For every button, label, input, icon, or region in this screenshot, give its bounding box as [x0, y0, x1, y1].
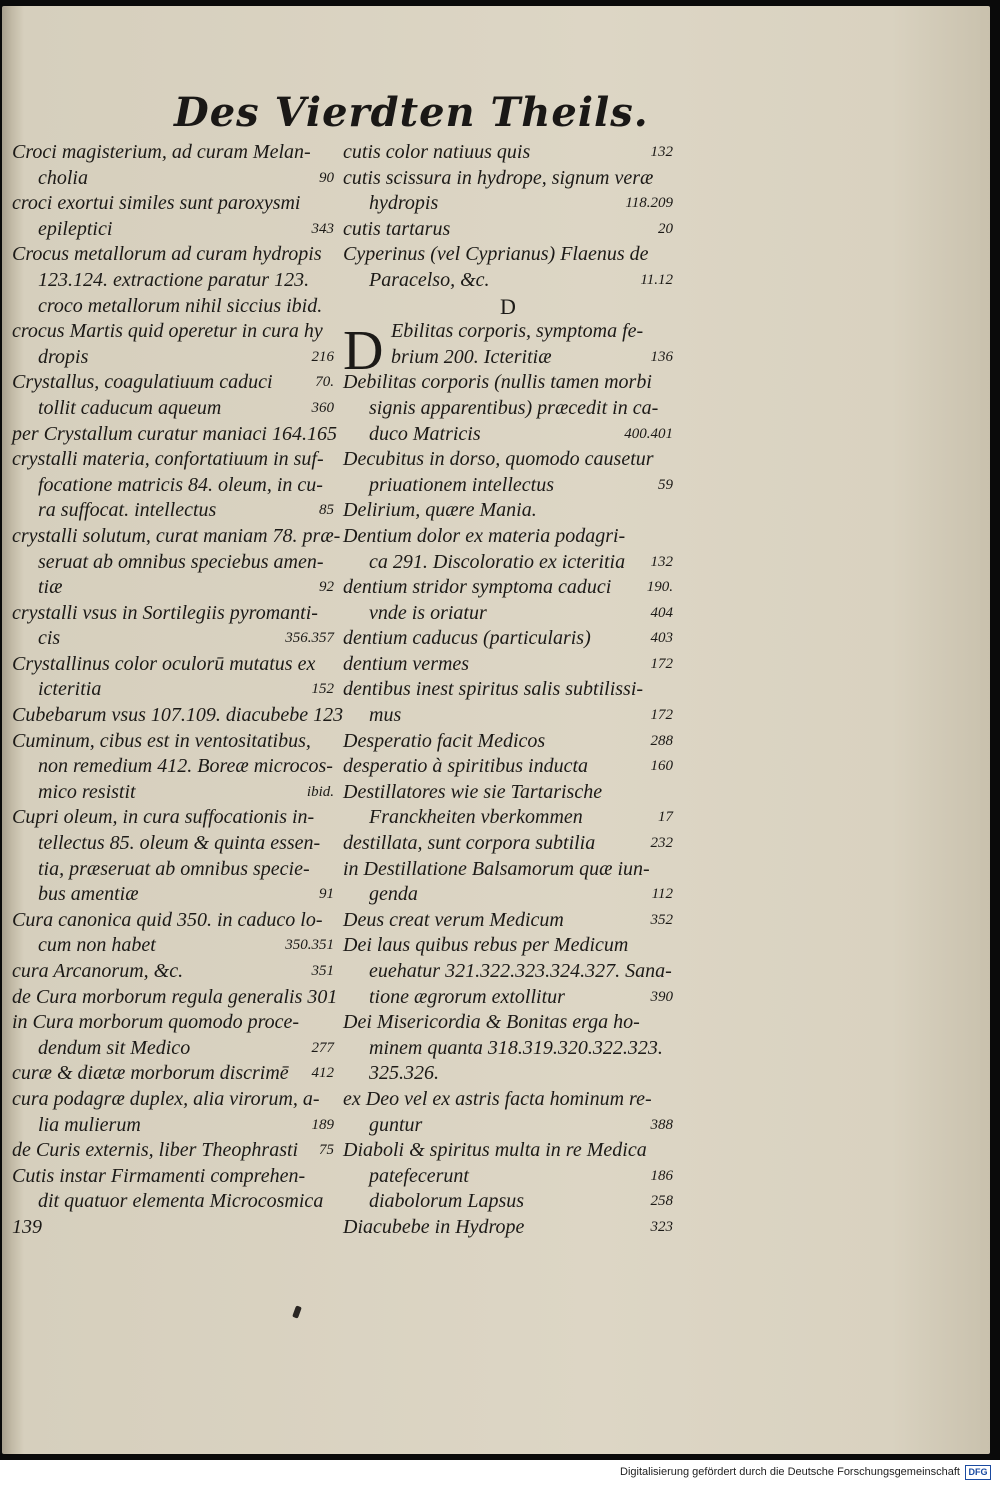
entry-text: Cupri oleum, in cura suffocationis in- — [12, 806, 315, 829]
index-entry-line — [12, 959, 334, 985]
index-entry-line — [12, 473, 334, 499]
index-entry-line — [343, 1113, 673, 1139]
page-reference: 343 — [311, 220, 334, 237]
entry-text: mus — [369, 704, 402, 727]
page-reference: 412 — [311, 1065, 334, 1082]
entry-text: cis — [38, 627, 61, 650]
index-entry-line — [12, 703, 344, 729]
entry-text: croco metallorum nihil siccius ibid. — [38, 294, 323, 317]
entry-text: Dei Misericordia & Bonitas erga ho- — [343, 1011, 640, 1034]
entry-text: de Cura morborum regula generalis 301 — [12, 985, 338, 1008]
index-entry-line — [343, 1215, 673, 1241]
entry-text: croci exortui similes sunt paroxysmi — [12, 192, 301, 215]
index-entry-line — [343, 575, 673, 601]
index-entry-line — [343, 498, 673, 524]
index-entry-line — [343, 831, 673, 857]
index-entry-line — [12, 677, 334, 703]
page-reference: 91 — [319, 886, 334, 903]
entry-text: mico resistit — [38, 780, 136, 803]
entry-text: Cutis instar Firmamenti comprehen- — [12, 1164, 306, 1187]
entry-text: ex Deo vel ex astris facta hominum re- — [343, 1087, 652, 1110]
index-entry-line — [12, 831, 334, 857]
ink-mark — [292, 1305, 302, 1318]
entry-text: vnde is oriatur — [369, 601, 487, 624]
index-entry-line — [343, 703, 673, 729]
page-reference: 160 — [650, 758, 673, 775]
page-reference: 118.209 — [625, 195, 673, 212]
entry-text: crystalli materia, confortatiuum in suf- — [12, 448, 324, 471]
entry-text: brium 200. Icteritiæ — [391, 345, 552, 368]
index-entry-line — [12, 345, 334, 371]
entry-text: Decubitus in dorso, quomodo causetur — [343, 448, 654, 471]
page-reference: 70. — [315, 374, 334, 391]
entry-text: cutis color natiuus quis — [343, 141, 531, 163]
entry-text: signis apparentibus) præcedit in ca- — [369, 396, 659, 419]
page-reference: 59 — [658, 476, 673, 493]
index-entry-line — [12, 1138, 334, 1164]
index-entry-line — [12, 985, 338, 1011]
page-reference: 351 — [311, 963, 334, 979]
entry-text: cura podagræ duplex, alia virorum, a- — [12, 1087, 320, 1110]
index-entry-line — [343, 1010, 673, 1036]
entry-text: Ebilitas corporis, symptoma fe- — [391, 320, 644, 343]
page-reference: 85 — [319, 502, 334, 519]
index-entry-line — [343, 447, 673, 473]
index-entry-line — [12, 1036, 334, 1062]
page-reference: 172 — [650, 707, 673, 724]
index-column-left — [12, 140, 344, 1241]
entry-text: dropis — [38, 345, 89, 368]
index-entry-line — [343, 780, 673, 806]
index-entry-line — [343, 677, 673, 703]
page-reference: 190. — [646, 579, 673, 596]
entry-text: guntur — [369, 1113, 423, 1136]
page-reference: 232 — [650, 835, 673, 852]
index-entry-line — [343, 959, 673, 985]
entry-text: cum non habet — [38, 934, 156, 957]
entry-text: duco Matricis — [369, 422, 481, 445]
entry-text: Croci magisterium, ad curam Melan- — [12, 141, 311, 163]
index-entry-line — [343, 550, 673, 576]
index-entry-line — [12, 857, 334, 883]
index-entry-line — [12, 882, 334, 908]
entry-text: lia mulierum — [38, 1113, 141, 1136]
entry-text: seruat ab omnibus speciebus amen- — [38, 550, 324, 573]
page-reference: 92 — [319, 579, 334, 596]
entry-text: Franckheiten vberkommen — [369, 806, 583, 829]
index-entry-line — [343, 345, 673, 371]
index-entry-line — [12, 908, 334, 934]
entry-text: dendum sit Medico — [38, 1036, 191, 1059]
index-entry-line — [343, 166, 673, 192]
index-entry-line — [343, 601, 673, 627]
entry-text: patefecerunt — [369, 1164, 469, 1187]
index-entry-line — [12, 217, 334, 243]
entry-text: minem quanta 318.319.320.322.323. — [369, 1036, 663, 1059]
page-reference: 136 — [650, 348, 673, 365]
entry-text: hydropis — [369, 192, 439, 215]
index-entry-line — [12, 1189, 334, 1215]
entry-text: de Curis externis, liber Theophrasti — [12, 1139, 299, 1162]
index-entry-line — [343, 882, 673, 908]
index-entry-line — [343, 1036, 673, 1062]
entry-text: Crystallinus color oculorū mutatus ex — [12, 652, 316, 675]
book-page — [2, 6, 990, 1454]
entry-text: dentium caducus (particularis) — [343, 627, 591, 650]
entry-text: desperatio à spiritibus inducta — [343, 755, 588, 778]
entry-text: crystalli solutum, curat maniam 78. præ- — [12, 524, 341, 547]
page-reference: 152 — [311, 681, 334, 698]
index-entry-line — [12, 1010, 334, 1036]
index-entry-line — [343, 1138, 673, 1164]
index-entry-line — [343, 1164, 673, 1190]
entry-text: euehatur 321.322.323.324.327. Sana- — [369, 960, 672, 982]
page-reference: 352 — [650, 911, 673, 928]
index-entry-line — [343, 729, 673, 755]
entry-text: Dei laus quibus rebus per Medicum — [343, 934, 629, 957]
index-entry-line — [12, 1061, 334, 1087]
entry-text: Cuminum, cibus est in ventositatibus, — [12, 729, 311, 752]
index-entry-line — [343, 140, 673, 166]
entry-text: Cubebarum vsus 107.109. diacubebe 123 — [12, 704, 344, 727]
section-letter: D — [500, 293, 516, 319]
page-reference: 400.401 — [624, 425, 673, 442]
entry-text: Diacubebe in Hydrope — [343, 1215, 525, 1238]
page-reference: 390 — [650, 988, 673, 1005]
index-entry-line — [12, 780, 334, 806]
dfg-logo: DFG — [965, 1465, 991, 1480]
drop-cap: D — [343, 320, 384, 383]
index-entry-line — [12, 1113, 334, 1139]
entry-text: priuationem intellectus — [369, 473, 554, 496]
page-reference: 17 — [658, 809, 673, 826]
page-reference: 75 — [319, 1142, 334, 1159]
index-entry-line — [343, 217, 673, 243]
entry-text: cutis tartarus — [343, 217, 451, 240]
entry-text: icteritia — [38, 678, 102, 701]
index-column-right — [343, 140, 673, 1241]
page-reference: 20 — [658, 220, 673, 237]
index-entry-line — [12, 447, 334, 473]
index-entry-line — [12, 1087, 334, 1113]
page-reference: 132 — [650, 144, 673, 160]
entry-text: Crystallus, coagulatiuum caduci — [12, 371, 273, 394]
page-reference: 11.12 — [640, 271, 673, 288]
index-entry-line — [12, 601, 334, 627]
index-entry-line — [343, 908, 673, 934]
entry-text: epileptici — [38, 217, 113, 240]
entry-text: crystalli vsus in Sortilegiis pyromanti- — [12, 601, 318, 624]
index-entry-line — [12, 268, 334, 294]
index-entry-line — [343, 1189, 673, 1215]
entry-text: Deus creat verum Medicum — [343, 908, 564, 931]
page-reference: 132 — [650, 553, 673, 570]
entry-text: tellectus 85. oleum & quinta essen- — [38, 832, 321, 855]
entry-text: dit quatuor elementa Microcosmica — [38, 1190, 324, 1213]
entry-text: Cura canonica quid 350. in caduco lo- — [12, 908, 323, 931]
index-entry-line — [343, 370, 673, 396]
entry-text: tione ægrorum extollitur — [369, 985, 565, 1008]
index-entry-line — [12, 396, 334, 422]
entry-text: Crocus metallorum ad curam hydropis — [12, 243, 322, 266]
entry-text: ca 291. Discoloratio ex icteritia — [369, 550, 626, 573]
index-entry-line — [12, 626, 334, 652]
index-entry-line — [12, 319, 334, 345]
entry-text: 123.124. extractione paratur 123. — [38, 268, 310, 291]
entry-text: 325.326. — [369, 1062, 439, 1085]
page-reference: 258 — [650, 1193, 673, 1210]
index-entry-line — [343, 1061, 673, 1087]
entry-text: Diaboli & spiritus multa in re Medica — [343, 1139, 647, 1162]
index-entry-line — [12, 191, 334, 217]
entry-text: Cyperinus (vel Cyprianus) Flaenus de — [343, 243, 649, 266]
index-entry-line — [12, 1164, 334, 1190]
index-entry-line — [12, 550, 334, 576]
entry-text: crocus Martis quid operetur in cura hy — [12, 320, 323, 343]
entry-text: cura Arcanorum, &c. — [12, 960, 184, 982]
entry-text: non remedium 412. Boreæ microcos- — [38, 755, 333, 778]
index-entry-line — [343, 524, 673, 550]
page-reference: 277 — [311, 1039, 334, 1056]
index-entry-line — [343, 754, 673, 780]
index-entry-line — [12, 422, 337, 448]
entry-text: diabolorum Lapsus — [369, 1190, 525, 1213]
index-entry-line — [343, 857, 673, 883]
entry-text: in Cura morborum quomodo proce- — [12, 1011, 300, 1034]
index-entry-line — [343, 191, 673, 217]
entry-text: Debilitas corporis (nullis tamen morbi — [343, 371, 652, 394]
page-reference: 388 — [650, 1116, 673, 1133]
page-reference: 403 — [650, 630, 673, 647]
index-entry-line — [343, 242, 673, 268]
index-entry-line — [343, 422, 673, 448]
entry-text: cholia — [38, 166, 88, 189]
index-entry-line — [12, 729, 334, 755]
page-reference: 288 — [650, 732, 673, 749]
entry-text: tollit caducum aqueum — [38, 396, 222, 419]
page-reference: 360 — [311, 399, 334, 416]
index-entry-line — [12, 140, 334, 166]
entry-text: per Crystallum curatur maniaci 164.165 — [12, 422, 337, 445]
entry-text: 139 — [12, 1215, 42, 1238]
entry-text: bus amentiæ — [38, 883, 139, 906]
index-entry-line — [12, 933, 334, 959]
index-entry-line — [343, 805, 673, 831]
page-reference: 112 — [651, 886, 673, 903]
index-entry-line — [12, 498, 334, 524]
page-reference: 90 — [319, 169, 334, 186]
index-entry-line — [12, 242, 334, 268]
entry-text: curæ & diætæ morborum discrimē — [12, 1062, 289, 1085]
entry-text: genda — [369, 883, 418, 906]
index-entry-line — [12, 652, 334, 678]
index-entry-line — [343, 933, 673, 959]
entry-text: Destillatores wie sie Tartarische — [343, 780, 603, 803]
entry-text: Desperatio facit Medicos — [343, 729, 546, 752]
entry-text: cutis scissura in hydrope, signum veræ — [343, 166, 654, 189]
page-reference: 189 — [311, 1116, 334, 1133]
index-entry-line — [343, 396, 673, 422]
index-entry-line — [12, 754, 334, 780]
entry-text: Dentium dolor ex materia podagri- — [343, 524, 626, 547]
index-entry-line — [12, 370, 334, 396]
index-entry-line — [343, 985, 673, 1011]
page-reference: 356.357 — [285, 630, 334, 647]
index-entry-line — [343, 268, 673, 294]
page-reference: 350.351 — [285, 937, 334, 954]
entry-text: ra suffocat. intellectus — [38, 499, 217, 522]
page-reference: 216 — [311, 348, 334, 365]
index-entry-line — [12, 805, 334, 831]
page-reference: 186 — [650, 1167, 673, 1184]
index-entry-line — [12, 166, 334, 192]
entry-text: dentium vermes — [343, 652, 470, 675]
index-entry-line — [343, 473, 673, 499]
index-entry-line — [343, 319, 673, 345]
page-reference: ibid. — [306, 783, 334, 800]
index-entry-line — [343, 626, 673, 652]
entry-text: focatione matricis 84. oleum, in cu- — [38, 473, 323, 496]
entry-text: Delirium, quære Mania. — [343, 499, 537, 522]
index-entry-line — [343, 652, 673, 678]
page-reference: 323 — [650, 1218, 673, 1235]
page-reference: 172 — [650, 655, 673, 672]
index-entry-line — [12, 575, 334, 601]
entry-text: Paracelso, &c. — [369, 268, 490, 291]
entry-text: dentibus inest spiritus salis subtilissi- — [343, 678, 644, 701]
running-header: Des Vierdten Theils. — [174, 89, 649, 136]
entry-text: in Destillatione Balsamorum quæ iun- — [343, 857, 650, 880]
entry-text: dentium stridor symptoma caduci — [343, 576, 612, 599]
index-entry-line — [12, 294, 334, 320]
entry-text: destillata, sunt corpora subtilia — [343, 832, 596, 855]
entry-text: tiæ — [38, 576, 63, 599]
index-entry-line — [12, 524, 341, 550]
index-entry-line — [12, 1215, 334, 1241]
footer-credit-text: Digitalisierung gefördert durch die Deutsche Forschungsgemeinschaft — [620, 1466, 960, 1478]
page-reference: 404 — [650, 604, 673, 621]
entry-text: tia, præseruat ab omnibus specie- — [38, 857, 310, 880]
index-entry-line — [343, 1087, 673, 1113]
digitization-footer — [0, 1460, 1000, 1485]
